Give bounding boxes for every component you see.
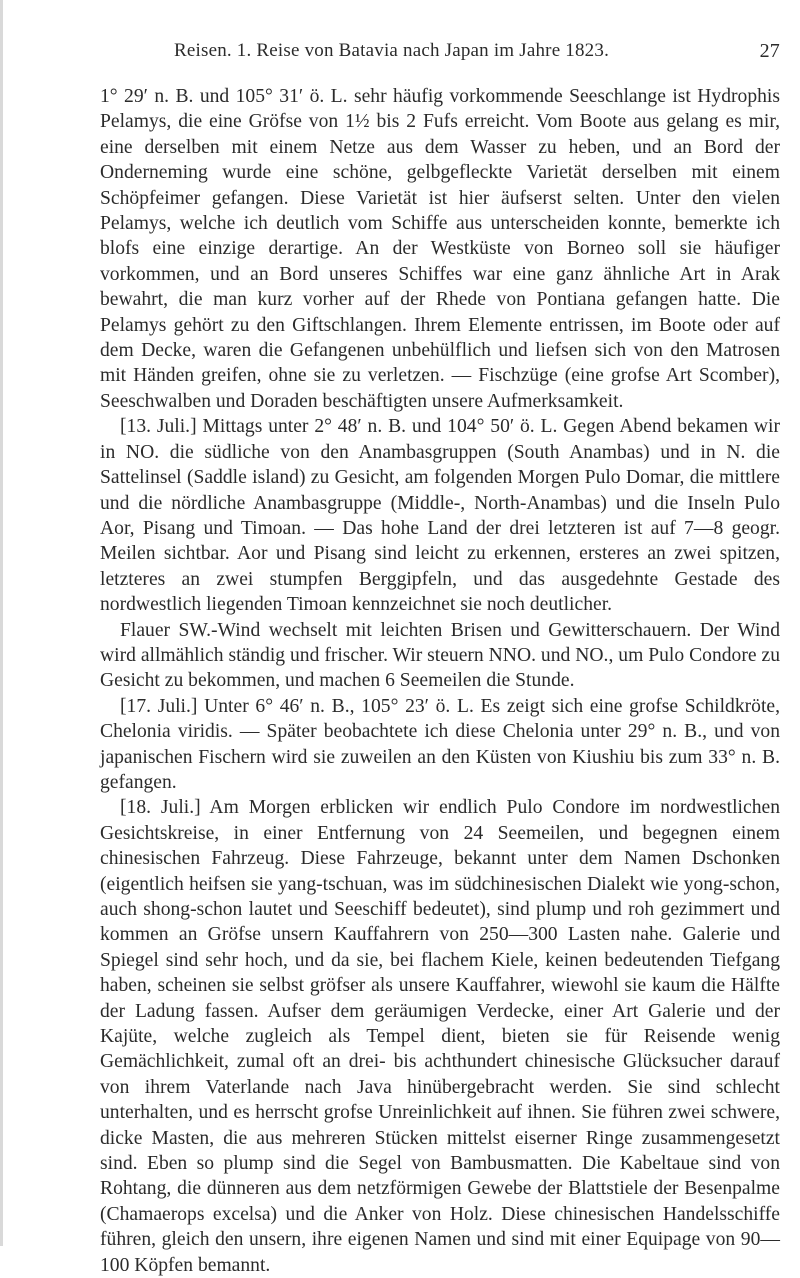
paragraph-july-18: [18. Juli.] Am Morgen erblicken wir endlich Pulo Condore im nordwestlichen Gesichtskreise, in einer Entfernung von 24 Seemeilen, und begegnen einem chinesischen Fahrzeug. Diese Fahrzeuge, bekannt unter dem Namen Dschonken (eigentlich heifsen sie yang-tschuan, was im südchinesischen Dialekt wie yong-schon, auch shong-schon lautet und Seeschiff bedeutet), sind plump und roh gezimmert und kommen an Gröfse unsern Kauffahrern von 250—300 Lasten nahe. Galerie und Spiegel sind sehr hoch, und da sie, bei flachem Kiele, keinen bedeutenden Tiefgang haben, scheinen sie selbst gröfser als unsere Kauffahrer, wiewohl sie kaum die Hälfte der Ladung fassen. Aufser dem geräumigen Verdecke, einer Art Galerie und der Kajüte, welche zugleich als Tempel dient, bieten sie für Reisende wenig Gemächlichkeit, zumal oft an drei- bis achthundert chinesische Glücksucher darauf von ihrem Vaterlande nach Java hinübergebracht werden. Sie sind schlecht unterhalten, und es herrscht grofse Unreinlichkeit auf ihnen. Sie führen zwei schwere, dicke Masten, die aus mehreren Stücken mittelst eiserner Ringe zusammengesetzt sind. Eben so plump sind die Segel von Bambusmatten. Die Kabeltaue sind von Rohtang, die dünneren aus dem netzförmigen Gewebe der Blattstiele der Besenpalme (Chamaerops excelsa) und die Anker von Holz. Diese chinesischen Handelsschiffe führen, gleich den unsern, ihre eigenen Namen und sind mit einer Equipage von 90—100 Köpfen bemannt. [100, 797, 780, 1276]
page-edge-shadow [0, 0, 3, 1246]
paragraph-july-13: [13. Juli.] Mittags unter 2° 48′ n. B. und 104° 50′ ö. L. Gegen Abend bekamen wir in NO. die südliche von den Anambasgruppen (South Anambas) und in N. die Sattelinsel (Saddle island) zu Gesicht, am folgenden Morgen Pulo Domar, die mittlere und die nördliche Anambasgruppe (Middle-, North-Anambas) und die Inseln Pulo Aor, Pisang und Timoan. — Das hohe Land der drei letzteren ist auf 7—8 geogr. Meilen sichtbar. Aor und Pisang sind leicht zu erkennen, ersteres an zwei spitzen, letzteres an zwei stumpfen Berggipfeln, und das ausgedehnte Gestade des nordwestlich liegenden Timoan kennzeichnet sie noch deutlicher. [100, 416, 780, 616]
paragraph-sea-snake: 1° 29′ n. B. und 105° 31′ ö. L. sehr häufig vorkommende Seeschlange ist Hydrophis Pelamys, die eine Gröfse von 1½ bis 2 Fufs erreicht. Vom Boote aus gelang es mir, eine derselben mit einem Netze aus dem Wasser zu heben, und an Bord der Onderneming wurde eine schöne, gelbgefleckte Varietät derselben mit einem Schöpfeimer gefangen. Diese Varietät ist hier äufserst selten. Unter den vielen Pelamys, welche ich deutlich vom Schiffe aus unterscheiden konnte, bemerkte ich blofs eine einzige derartige. An der Westküste von Borneo soll sie häufiger vorkommen, und an Bord unseres Schiffes war eine ganz ähnliche Art in Arak bewahrt, die man kurz vorher auf der Rhede von Pontiana gefangen hatte. Die Pelamys gehört zu den Giftschlangen. Ihrem Elemente entrissen, im Boote oder auf dem Decke, waren die Gefangenen unbehülflich und liefsen sich von den Matrosen mit Händen greifen, ohne sie zu verletzen. — Fischzüge (eine grofse Art Scomber), Seeschwalben und Doraden beschäftigten unsere Aufmerksamkeit. [100, 86, 780, 412]
paragraph-wind: Flauer SW.-Wind wechselt mit leichten Brisen und Gewitterschauern. Der Wind wird allmählich ständig und frischer. Wir steuern NNO. und NO., um Pulo Condore zu Gesicht zu bekommen, und machen 6 Seemeilen die Stunde. [100, 619, 780, 692]
paragraph-july-17: [17. Juli.] Unter 6° 46′ n. B., 105° 23′ ö. L. Es zeigt sich eine grofse Schildkröte, Chelonia viridis. — Später beobachtete ich diese Chelonia unter 29° n. B., und von japanischen Fischern wird sie zuweilen an den Küsten von Kiushiu bis zum 33° n. B. gefangen. [100, 695, 780, 793]
body-text [100, 84, 780, 1278]
page-number: 27 [759, 40, 780, 62]
running-header [120, 40, 780, 70]
running-title: Reisen. 1. Reise von Batavia nach Japan im Jahre 1823. [174, 40, 610, 61]
